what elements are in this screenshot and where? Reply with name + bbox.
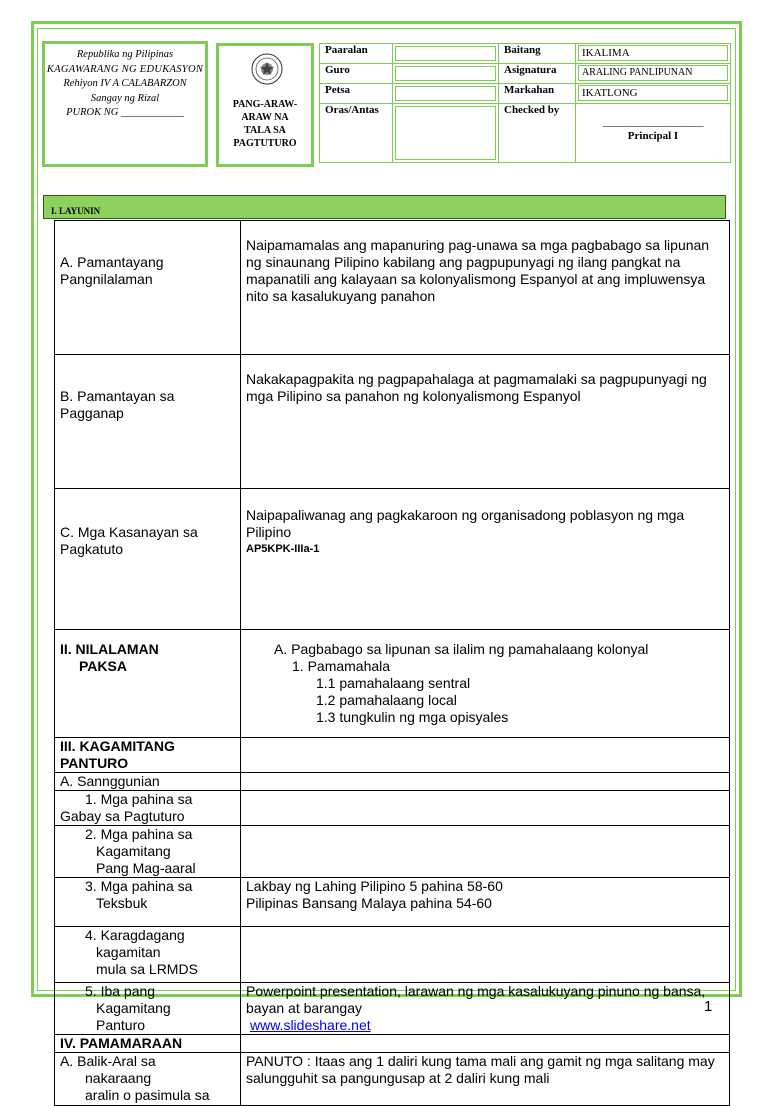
row-label-a: A. Pamantayang Pangnilalaman bbox=[55, 221, 241, 355]
sanggunian-label: A. Sannggunian bbox=[55, 773, 241, 791]
pamamaraan-label: IV. PAMAMARAAN bbox=[55, 1035, 241, 1053]
petsa-label: Petsa bbox=[320, 84, 393, 104]
table-row bbox=[55, 489, 730, 630]
paaralan-field[interactable] bbox=[393, 44, 499, 64]
guro-field[interactable] bbox=[393, 64, 499, 84]
row-text-a: Naipamamalas ang mapanuring pag-unawa sa mga pagbabago sa lipunan ng sinaunang Pilipino kabilang ang pagpupunyagi ng ilang pangkat na mapanatili ang kalayaan sa kolonyalismong Espanyol at ang impluwensya nito sa kasalukuyang panahon bbox=[241, 221, 730, 355]
section-title: I. LAYUNIN bbox=[51, 206, 101, 216]
table-row bbox=[55, 983, 730, 1035]
table-row bbox=[55, 630, 730, 738]
republic-text: Republika ng Pilipinas bbox=[76, 49, 174, 60]
row-label-b: B. Pamantayan sa Pagganap bbox=[55, 355, 241, 489]
petsa-field[interactable] bbox=[393, 84, 499, 104]
competency-text: Naipapaliwanag ang pagkakaroon ng organisadong poblasyon ng mga Pilipino bbox=[246, 507, 685, 540]
markahan-field[interactable] bbox=[576, 84, 731, 104]
iba-pang-text: Powerpoint presentation, larawan ng mga kasalukuyang pinuno ng bansa, bayan at barangay www.slideshare.net bbox=[241, 983, 730, 1035]
outline-item: 1. Pamamahala bbox=[292, 658, 391, 674]
table-row bbox=[55, 927, 730, 983]
baitang-field[interactable] bbox=[576, 44, 731, 64]
kagamitan-label: III. KAGAMITANG PANTURO bbox=[55, 738, 241, 773]
nilalaman-label: II. NILALAMAN PAKSA bbox=[55, 630, 241, 738]
region-text: Rehiyon IV A CALABARZON bbox=[63, 78, 187, 89]
lesson-table bbox=[54, 220, 730, 1106]
teksbuk-text: Lakbay ng Lahing Pilipino 5 pahina 58-60 Pilipinas Bansang Malaya pahina 54-60 bbox=[241, 878, 730, 927]
section-bar-layunin bbox=[43, 195, 726, 219]
asignatura-field[interactable] bbox=[576, 64, 731, 84]
markahan-value: IKATLONG bbox=[578, 85, 728, 101]
mag-aaral-label: 2. Mga pahina sa Kagamitang Pang Mag-aaral bbox=[55, 826, 241, 878]
competency-code: AP5KPK-IIIa-1 bbox=[246, 543, 320, 555]
asignatura-value: ARALING PANLIPUNAN bbox=[578, 65, 728, 81]
table-row bbox=[55, 878, 730, 927]
teksbuk-label: 3. Mga pahina sa Teksbuk bbox=[55, 878, 241, 927]
gabay-label: 1. Mga pahina sa Gabay sa Pagtuturo bbox=[55, 791, 241, 826]
dll-title: PANG-ARAW- ARAW NA TALA SA PAGTUTURO bbox=[232, 99, 298, 149]
markahan-label: Markahan bbox=[499, 84, 576, 104]
header-info-table bbox=[319, 43, 731, 163]
oras-label: Oras/Antas bbox=[320, 104, 393, 163]
paaralan-label: Paaralan bbox=[320, 44, 393, 64]
lrmds-label: 4. Karagdagang kagamitan mula sa LRMDS bbox=[55, 927, 241, 983]
nilalaman-content bbox=[241, 630, 730, 738]
balik-aral-label: A. Balik-Aral sa nakaraang aralin o pasimula sa bbox=[55, 1053, 241, 1106]
outline-item: A. Pagbabago sa lipunan sa ilalim ng pamahalaang kolonyal bbox=[274, 641, 649, 657]
district-text: PUROK NG ____________ bbox=[66, 107, 184, 118]
baitang-value: IKALIMA bbox=[578, 45, 728, 61]
dll-title-box bbox=[216, 43, 314, 167]
signature-line: ____________________ bbox=[603, 116, 703, 128]
row-text-c bbox=[241, 489, 730, 630]
balik-aral-text: PANUTO : Itaas ang 1 daliri kung tama mali ang gamit ng mga salitang may salungguhit sa pangungusap at 2 daliri kung mali bbox=[241, 1053, 730, 1106]
table-row bbox=[55, 1035, 730, 1053]
row-text-b: Nakakapagpakita ng pagpapahalaga at pagmamalaki sa pagpupunyagi ng mga Pilipino sa panahon ng kolonyalismong Espanyol bbox=[241, 355, 730, 489]
baitang-label: Baitang bbox=[499, 44, 576, 64]
table-row bbox=[55, 738, 730, 773]
table-row bbox=[55, 826, 730, 878]
oras-field[interactable] bbox=[393, 104, 499, 163]
checked-by-label: Checked by bbox=[499, 104, 576, 163]
slideshare-link[interactable]: www.slideshare.net bbox=[250, 1017, 371, 1033]
deped-seal-icon bbox=[251, 53, 283, 85]
page-number: 1 bbox=[704, 998, 713, 1015]
checked-by-field bbox=[576, 104, 731, 163]
department-text: KAGAWARANG NG EDUKASYON bbox=[46, 63, 204, 75]
principal-title: Principal I bbox=[627, 130, 679, 142]
table-row bbox=[55, 773, 730, 791]
outline-item: 1.3 tungkulin ng mga opisyales bbox=[316, 709, 509, 725]
asignatura-label: Asignatura bbox=[499, 64, 576, 84]
table-row bbox=[55, 355, 730, 489]
outline-item: 1.2 pamahalaang local bbox=[316, 692, 457, 708]
table-row bbox=[55, 1053, 730, 1106]
row-label-c: C. Mga Kasanayan sa Pagkatuto bbox=[55, 489, 241, 630]
outline-item: 1.1 pamahalaang sentral bbox=[316, 675, 471, 691]
table-row bbox=[55, 221, 730, 355]
division-text: Sangay ng Rizal bbox=[90, 92, 160, 104]
table-row bbox=[55, 791, 730, 826]
office-header bbox=[42, 41, 208, 167]
iba-pang-label: 5. Iba pang Kagamitang Panturo bbox=[55, 983, 241, 1035]
guro-label: Guro bbox=[320, 64, 393, 84]
